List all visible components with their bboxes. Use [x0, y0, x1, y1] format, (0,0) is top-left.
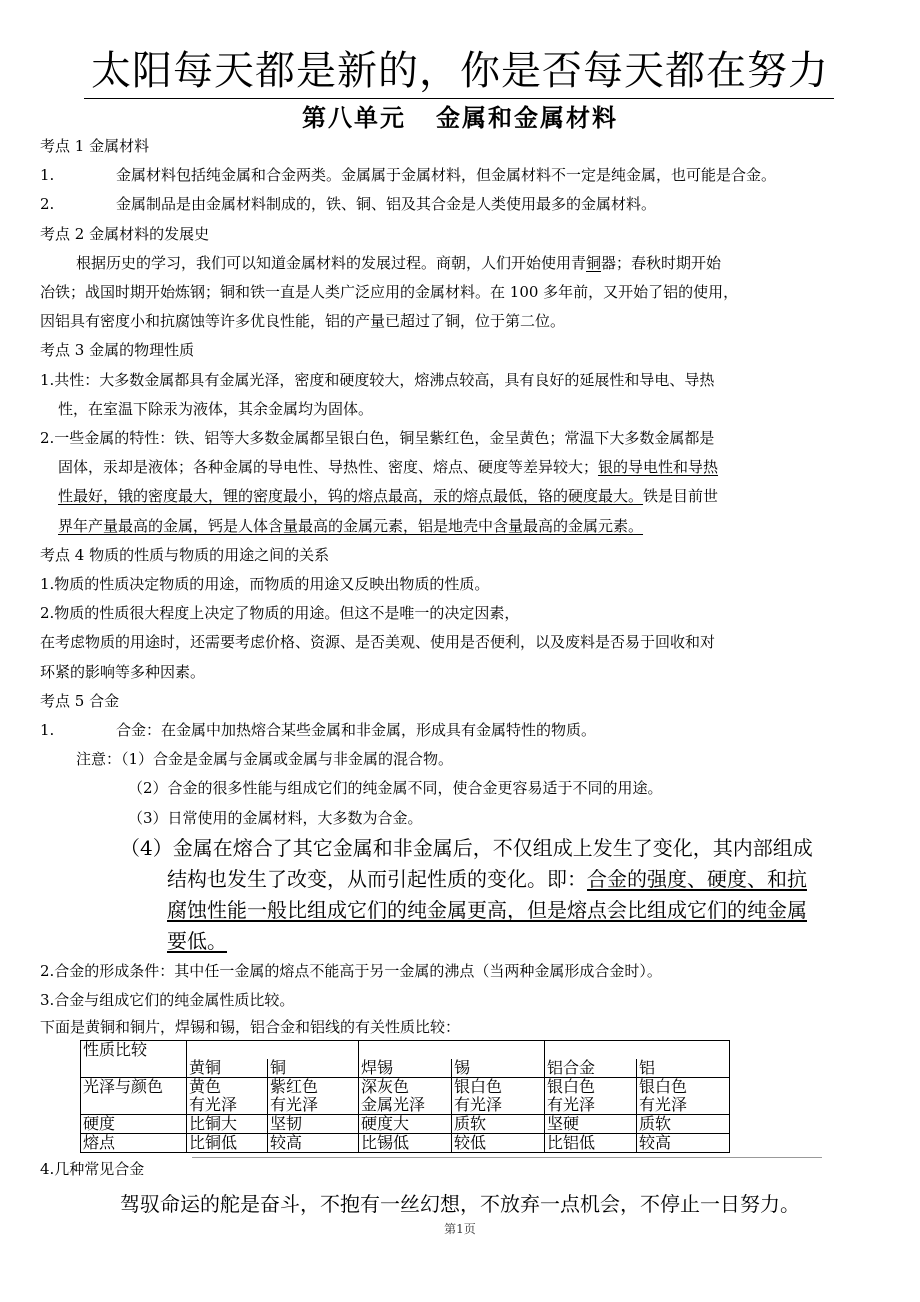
table-column-row: [81, 1059, 730, 1078]
table-cell: 质软: [637, 1115, 730, 1134]
table-cell: 银白色 有光泽: [637, 1078, 730, 1115]
paragraph: 1. 合金：在金属中加热熔合某些金属和非金属，形成具有金属特性的物质。: [40, 721, 597, 740]
note-line: 腐蚀性能一般比组成它们的纯金属更高，但是熔点会比组成它们的纯金属: [167, 897, 807, 922]
table-cell: 银白色 有光泽: [452, 1078, 545, 1115]
note-line: （2）合金的很多性能与组成它们的纯金属不同，使合金更容易适于不同的用途。: [128, 779, 663, 798]
paragraph: 因铝具有密度小和抗腐蚀等许多优良性能，铝的产量已超过了铜，位于第二位。: [40, 312, 566, 331]
note-line: （3）日常使用的金属材料，大多数为合金。: [128, 808, 423, 827]
section-heading-1: 考点 1 金属材料: [40, 137, 150, 155]
row-label: 熔点: [81, 1134, 187, 1153]
paragraph: 1.共性：大多数金属都具有金属光泽，密度和硬度较大，熔沸点较高，具有良好的延展性和导电、导热: [40, 370, 715, 389]
paragraph: 1.物质的性质决定物质的用途，而物质的用途又反映出物质的性质。: [40, 575, 490, 594]
note-line: 结构也发生了改变，从而引起性质的变化。即：合金的强度、硬度、和抗: [167, 866, 807, 891]
paragraph: 3.合金与组成它们的纯金属性质比较。: [40, 991, 295, 1010]
table-cell: 较高: [637, 1134, 730, 1153]
paragraph: 性，在室温下除汞为液体，其余金属均为固体。: [58, 399, 374, 418]
table-row: [81, 1115, 730, 1134]
note-line: 要低。: [167, 928, 227, 953]
properties-table: [80, 1040, 730, 1153]
paragraph: 固体，汞却是液体；各种金属的导电性、导热性、密度、熔点、硬度等差异较大；银的导电性和导热: [58, 458, 719, 477]
table-intro: 下面是黄铜和铜片，焊锡和锡，铝合金和铝线的有关性质比较：: [40, 1018, 461, 1037]
column-header: 焊锡: [359, 1059, 452, 1078]
table-cell: 比锡低: [359, 1134, 452, 1153]
paragraph: 4.几种常见合金: [40, 1160, 145, 1179]
table-row: [81, 1078, 730, 1115]
table-cell: 深灰色 金属光泽: [359, 1078, 452, 1115]
table-cell: 硬度大: [359, 1115, 452, 1134]
table-cell: 比铜低: [187, 1134, 268, 1153]
paragraph: 环紧的影响等多种因素。: [40, 662, 206, 681]
section-heading-5: 考点 5 合金: [40, 691, 120, 710]
paragraph: 2.物质的性质很大程度上决定了物质的用途。但这不是唯一的决定因素，: [40, 604, 520, 623]
unit-title: [0, 100, 920, 136]
paragraph: 2.合金的形成条件：其中任一金属的熔点不能高于另一金属的沸点（当两种金属形成合金时）。: [40, 961, 662, 980]
page-banner: 太阳每天都是新的，你是否每天都在努力: [91, 48, 829, 94]
column-header: 黄铜: [187, 1059, 268, 1078]
document-body: [40, 132, 885, 1184]
table-cell: 黄色 有光泽: [187, 1078, 268, 1115]
page-number: 第1页: [444, 1222, 476, 1236]
column-header: 铜: [268, 1059, 359, 1078]
note-line: 注意：（1）合金是金属与金属或金属与非金属的混合物。: [76, 750, 454, 769]
table-cell: 较高: [268, 1134, 359, 1153]
banner-rule: [84, 98, 834, 99]
note-line: （4）金属在熔合了其它金属和非金属后，不仅组成上发生了变化，其内部组成: [120, 835, 813, 860]
column-header: 锡: [452, 1059, 545, 1078]
paragraph: 2. 金属制品是由金属材料制成的，铁、铜、铝及其合金是人类使用最多的金属材料。: [40, 195, 657, 214]
column-header: 铝: [637, 1059, 730, 1078]
table-cell: 紫红色 有光泽: [268, 1078, 359, 1115]
paragraph: 性最好，锇的密度最大，锂的密度最小，钨的熔点最高，汞的熔点最低，铬的硬度最大。铁是目前世: [58, 487, 719, 506]
section-heading-3: 考点 3 金属的物理性质: [40, 341, 195, 360]
paragraph: 1. 金属材料包括纯金属和合金两类。金属属于金属材料，但金属材料不一定是纯金属，也可能是合金。: [40, 166, 777, 185]
column-header: 铝合金: [545, 1059, 637, 1078]
unit-number: 第八单元: [302, 104, 406, 132]
section-heading-2: 考点 2 金属材料的发展史: [40, 224, 210, 243]
paragraph: 在考虑物质的用途时，还需要考虑价格、资源、是否美观、使用是否便利，以及废料是否易于回收和对: [40, 633, 716, 652]
footer-motto: 驾驭命运的舵是奋斗，不抱有一丝幻想，不放弃一点机会，不停止一日努力。: [120, 1192, 800, 1216]
row-label: 光泽与颜色: [81, 1078, 187, 1115]
table-row: [81, 1134, 730, 1153]
paragraph: 2.一些金属的特性：铁、铝等大多数金属都呈银白色，铜呈紫红色，金呈黄色；常温下大多数金属都是: [40, 429, 715, 448]
footer-rule: [192, 1157, 822, 1158]
table-cell: 银白色 有光泽: [545, 1078, 637, 1115]
paragraph: 冶铁；战国时期开始炼钢；铜和铁一直是人类广泛应用的金属材料。在 100 多年前，又开始了铝的使用，: [40, 283, 739, 302]
table-cell: 较低: [452, 1134, 545, 1153]
paragraph: 界年产量最高的金属，钙是人体含量最高的金属元素，铝是地壳中含量最高的金属元素。: [58, 516, 644, 535]
table-header-row: [81, 1041, 730, 1060]
table-cell: 坚韧: [268, 1115, 359, 1134]
table-corner-cell: 性质比较: [81, 1041, 187, 1060]
table-cell: 坚硬: [545, 1115, 637, 1134]
row-label: 硬度: [81, 1115, 187, 1134]
table-cell: 比铝低: [545, 1134, 637, 1153]
section-heading-4: 考点 4 物质的性质与物质的用途之间的关系: [40, 545, 330, 564]
paragraph: 根据历史的学习，我们可以知道金属材料的发展过程。商朝，人们开始使用青铜器；春秋时期开始: [76, 253, 722, 272]
unit-name: 金属和金属材料: [436, 104, 618, 132]
table-cell: 比铜大: [187, 1115, 268, 1134]
table-cell: 质软: [452, 1115, 545, 1134]
